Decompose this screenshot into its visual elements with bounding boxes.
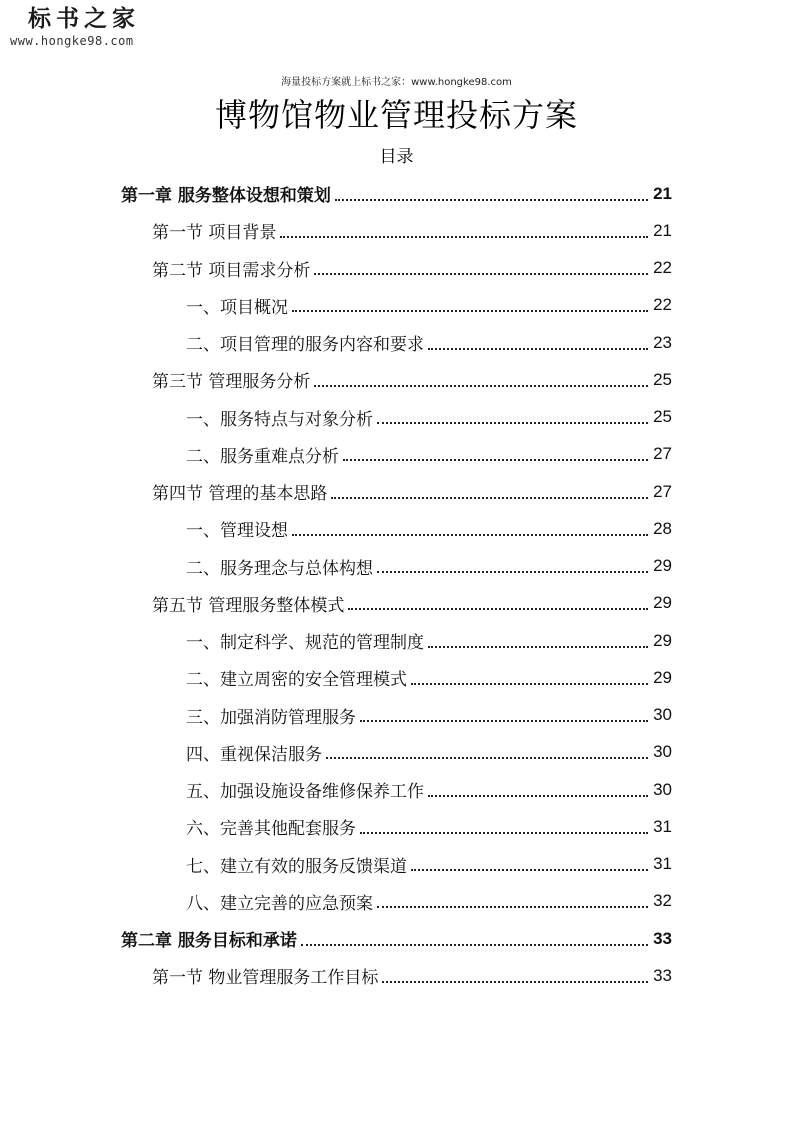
toc-entry[interactable]: [186, 548, 672, 585]
toc-entry-page-number: 33: [653, 965, 672, 985]
toc-entry-title: 第一节 物业管理服务工作目标: [152, 968, 379, 989]
toc-entry-title: 第四节 管理的基本思路: [152, 484, 328, 504]
toc-dot-leader: [343, 459, 648, 461]
toc-entry[interactable]: [186, 883, 672, 920]
toc-entry[interactable]: [186, 399, 672, 436]
toc-entry-title: 八、建立完善的应急预案: [186, 893, 373, 914]
toc-entry-page-number: 30: [653, 779, 672, 799]
toc-entry[interactable]: [186, 734, 672, 771]
toc-entry[interactable]: [152, 250, 672, 287]
toc-entry-page-number: 23: [653, 332, 672, 352]
toc-dot-leader: [335, 199, 648, 201]
toc-entry[interactable]: [186, 771, 672, 808]
toc-entry-page-number: 21: [653, 183, 672, 203]
logo-text: 标书之家: [28, 6, 140, 32]
toc-entry[interactable]: [186, 324, 672, 361]
toc-entry[interactable]: [186, 436, 672, 473]
toc-entry[interactable]: [186, 846, 672, 883]
toc-entry-page-number: 31: [653, 816, 672, 836]
toc-entry-title: 二、建立周密的安全管理模式: [186, 670, 407, 691]
toc-entry-title: 一、项目概况: [186, 297, 288, 318]
toc-entry-page-number: 32: [653, 891, 672, 911]
toc-dot-leader: [382, 981, 648, 983]
toc-dot-leader: [411, 683, 648, 685]
toc-entry-title: 二、服务理念与总体构想: [186, 558, 373, 579]
toc-entry[interactable]: [152, 473, 672, 510]
toc-dot-leader: [428, 348, 648, 350]
toc-entry-page-number: 22: [653, 258, 672, 277]
toc-entry[interactable]: [152, 957, 672, 994]
toc-entry-title: 二、项目管理的服务内容和要求: [186, 335, 424, 355]
document-title: 博物馆物业管理投标方案: [214, 96, 578, 134]
toc-dot-leader: [314, 385, 648, 387]
toc-entry-page-number: 29: [653, 556, 672, 575]
toc-entry[interactable]: [121, 175, 672, 212]
toc-entry-page-number: 28: [653, 518, 672, 538]
toc-dot-leader: [314, 273, 648, 275]
toc-entry-title: 第二节 项目需求分析: [152, 260, 311, 281]
toc-dot-leader: [360, 720, 648, 722]
toc-entry[interactable]: [186, 808, 672, 845]
toc-entry[interactable]: [186, 697, 672, 734]
toc-heading: 目录: [379, 147, 414, 167]
toc-dot-leader: [377, 571, 648, 573]
toc-entry-title: 四、重视保洁服务: [186, 744, 322, 765]
toc-entry-page-number: 27: [653, 481, 672, 501]
toc-dot-leader: [411, 869, 648, 871]
toc-dot-leader: [348, 608, 648, 610]
toc-entry-title: 第一章 服务整体设想和策划: [121, 186, 331, 206]
toc-entry-title: 五、加强设施设备维修保养工作: [186, 782, 424, 802]
toc-entry-title: 一、服务特点与对象分析: [186, 409, 373, 430]
site-logo: [4, 4, 174, 50]
toc-entry-page-number: 29: [653, 593, 672, 613]
toc-entry-page-number: 27: [653, 444, 672, 464]
toc-entry-page-number: 21: [653, 220, 672, 240]
toc-entry-title: 二、服务重难点分析: [186, 446, 339, 467]
toc-entry-title: 三、加强消防管理服务: [186, 707, 356, 728]
toc-dot-leader: [331, 497, 648, 499]
toc-entry[interactable]: [186, 622, 672, 659]
toc-entry[interactable]: [121, 920, 672, 957]
toc-entry-title: 一、管理设想: [186, 521, 288, 542]
toc-dot-leader: [428, 795, 648, 797]
toc-entry-page-number: 31: [653, 854, 672, 873]
toc-dot-leader: [428, 646, 648, 648]
toc-entry[interactable]: [186, 510, 672, 547]
toc-entry-page-number: 30: [653, 742, 672, 762]
toc-entry-page-number: 29: [653, 667, 672, 687]
toc-entry-page-number: 29: [653, 630, 672, 650]
toc-entry-page-number: 22: [653, 295, 672, 315]
header-note: 海量投标方案就上标书之家：www.hongke98.com: [281, 77, 512, 88]
toc-entry[interactable]: [186, 659, 672, 696]
toc-entry-title: 第五节 管理服务整体模式: [152, 595, 345, 616]
toc-entry-title: 第二章 服务目标和承诺: [121, 931, 297, 951]
logo-url: www.hongke98.com: [10, 34, 134, 48]
toc-entry-page-number: 30: [653, 705, 672, 724]
toc-dot-leader: [280, 236, 648, 238]
toc-entry-title: 一、制定科学、规范的管理制度: [186, 633, 424, 653]
toc-entry[interactable]: [152, 361, 672, 398]
toc-dot-leader: [292, 310, 648, 312]
toc-entry-title: 第一节 项目背景: [152, 223, 277, 244]
toc-entry-title: 第三节 管理服务分析: [152, 372, 311, 393]
toc-entry[interactable]: [186, 287, 672, 324]
toc-entry[interactable]: [152, 585, 672, 622]
toc-dot-leader: [377, 422, 648, 424]
toc-entry-title: 六、完善其他配套服务: [186, 819, 356, 840]
toc-entry[interactable]: [152, 212, 672, 249]
toc-entry-page-number: 25: [653, 407, 672, 426]
toc-dot-leader: [301, 944, 648, 946]
toc-entry-page-number: 33: [653, 928, 672, 948]
toc-dot-leader: [377, 906, 648, 908]
toc-entry-page-number: 25: [653, 369, 672, 389]
toc-entry-title: 七、建立有效的服务反馈渠道: [186, 856, 407, 877]
toc-dot-leader: [326, 757, 648, 759]
toc-dot-leader: [292, 534, 648, 536]
toc-dot-leader: [360, 832, 648, 834]
